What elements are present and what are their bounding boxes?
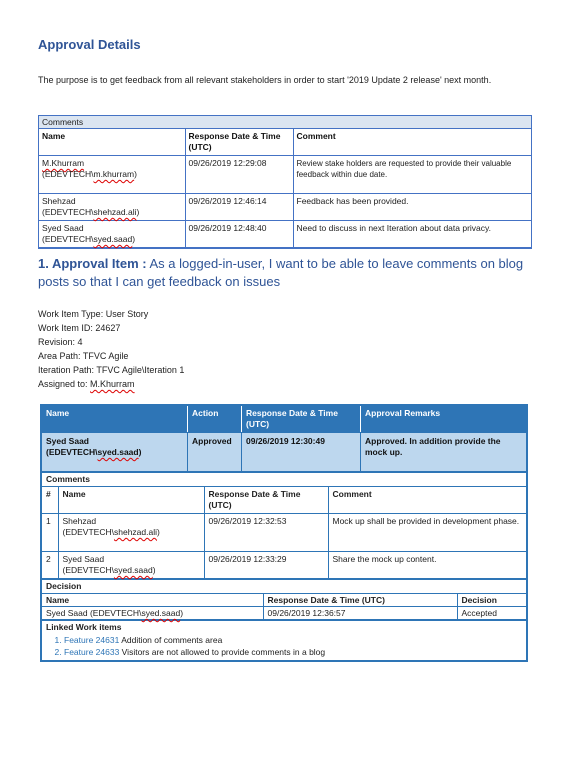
approver-name bbox=[42, 433, 188, 471]
work-item-revision: Revision: 4 bbox=[38, 337, 83, 347]
commenter-domain-close: ) bbox=[157, 527, 160, 537]
approval-header-row bbox=[42, 406, 526, 432]
response-date: 09/26/2019 12:32:53 bbox=[204, 514, 328, 552]
commenter-name bbox=[58, 552, 204, 579]
commenter-domain: (EDEVTECH\ bbox=[42, 169, 94, 179]
response-date: 09/26/2019 12:48:40 bbox=[185, 221, 293, 248]
comment-text: Review stake holders are requested to provide their valuable feedback within due date. bbox=[293, 156, 531, 194]
linked-item-text: Visitors are not allowed to provide comments in a blog bbox=[119, 647, 326, 657]
work-item-assigned bbox=[38, 377, 184, 391]
linked-work-items-block bbox=[42, 619, 526, 660]
table-row bbox=[42, 607, 526, 620]
table-row bbox=[42, 552, 526, 579]
column-header-date: Response Date & Time (UTC) bbox=[204, 487, 328, 514]
commenter-domain-close: ) bbox=[134, 169, 137, 179]
commenter-domain-close: ) bbox=[136, 207, 140, 217]
table-row bbox=[39, 156, 531, 194]
assigned-name: M.Khurram bbox=[90, 379, 135, 389]
decision-date: 09/26/2019 12:36:57 bbox=[263, 607, 457, 620]
column-header-name: Name bbox=[42, 594, 263, 607]
work-item-id: Work Item ID: 24627 bbox=[38, 323, 121, 333]
approval-item-heading bbox=[38, 255, 532, 291]
approval-data-row bbox=[42, 432, 526, 471]
item-comments-block bbox=[42, 471, 526, 578]
assigned-label: Assigned to: bbox=[38, 379, 91, 389]
approver-username: syed.saad bbox=[97, 447, 139, 457]
column-header-date: Response Date & Time (UTC) bbox=[185, 129, 293, 156]
decision-maker-close: ) bbox=[180, 608, 184, 618]
table-row bbox=[39, 194, 531, 221]
commenter-domain-close: ) bbox=[132, 234, 136, 244]
column-header-name: Name bbox=[39, 129, 185, 156]
decision-block bbox=[42, 578, 526, 619]
approval-remarks: Approved. In addition provide the mock up. bbox=[365, 436, 501, 457]
work-item-type: Work Item Type: User Story bbox=[38, 309, 149, 319]
column-header-decision: Decision bbox=[457, 594, 526, 607]
column-header-date: Response Date & Time (UTC) bbox=[242, 406, 361, 432]
response-date: 09/26/2019 12:29:08 bbox=[185, 156, 293, 194]
item-comments-title: Comments bbox=[46, 474, 90, 484]
linked-item-link[interactable]: Feature 24631 bbox=[64, 635, 120, 645]
commenter-username: m.khurram bbox=[93, 169, 135, 179]
commenter-domain: (EDEVTECH\ bbox=[42, 207, 94, 217]
commenter-display-name: M.Khurram bbox=[42, 158, 85, 168]
comment-text: Feedback has been provided. bbox=[293, 194, 531, 221]
purpose-paragraph: The purpose is to get feedback from all relevant stakeholders in order to start '2019 Update 2 release' next month. bbox=[38, 75, 492, 85]
column-header-comment: Comment bbox=[328, 487, 526, 514]
approval-action: Approved bbox=[188, 433, 242, 471]
column-header-comment: Comment bbox=[293, 129, 531, 156]
comment-text: Share the mock up content. bbox=[328, 552, 526, 579]
decision-maker-username: syed.saad bbox=[141, 608, 181, 618]
row-number: 1 bbox=[42, 514, 58, 552]
column-header-name: Name bbox=[42, 406, 188, 432]
commenter-username: shehzad.ali bbox=[113, 527, 157, 537]
commenter-username: syed.saad bbox=[113, 565, 153, 575]
column-header-action: Action bbox=[188, 406, 242, 432]
decision-value: Accepted bbox=[457, 607, 526, 620]
column-header-remarks: Approval Remarks bbox=[365, 408, 441, 418]
commenter-username: shehzad.ali bbox=[93, 207, 137, 217]
linked-work-items-title: Linked Work items bbox=[46, 622, 122, 632]
commenter-username: syed.saad bbox=[93, 234, 133, 244]
response-date: 09/26/2019 12:33:29 bbox=[204, 552, 328, 579]
linked-work-items-list bbox=[42, 634, 526, 660]
approval-date: 09/26/2019 12:30:49 bbox=[242, 433, 361, 471]
comment-text: Need to discuss in next Iteration about data privacy. bbox=[293, 221, 531, 248]
commenter-domain-close: ) bbox=[152, 565, 156, 575]
approval-table bbox=[40, 404, 528, 662]
commenter-name bbox=[39, 221, 185, 248]
column-header-number: # bbox=[42, 487, 58, 514]
list-item bbox=[64, 646, 526, 658]
table-row bbox=[42, 514, 526, 552]
row-number: 2 bbox=[42, 552, 58, 579]
commenter-display-name: Syed Saad bbox=[42, 223, 84, 233]
linked-item-link[interactable]: Feature 24633 bbox=[64, 647, 120, 657]
comments-section-title: Comments bbox=[39, 116, 531, 129]
approver-display-name: Syed Saad bbox=[46, 436, 89, 446]
commenter-domain: (EDEVTECH\ bbox=[62, 565, 114, 575]
comment-text: Mock up shall be provided in development phase. bbox=[328, 514, 526, 552]
work-item-meta bbox=[38, 307, 184, 391]
approval-item-number: 1. Approval Item : bbox=[38, 256, 147, 271]
commenter-name bbox=[39, 156, 185, 194]
work-item-area-path: Area Path: TFVC Agile bbox=[38, 351, 129, 361]
commenter-domain: (EDEVTECH\ bbox=[62, 527, 114, 537]
approval-item-description: As a logged-in-user, I want to be able to leave comments on blog posts so that I can get feedback on issues bbox=[38, 256, 524, 289]
list-item bbox=[64, 634, 526, 646]
table-row bbox=[39, 221, 531, 248]
response-date: 09/26/2019 12:46:14 bbox=[185, 194, 293, 221]
column-header-date: Response Date & Time (UTC) bbox=[263, 594, 457, 607]
commenter-display-name: Shehzad bbox=[42, 196, 76, 206]
page-title: Approval Details bbox=[38, 37, 141, 52]
column-header-name: Name bbox=[58, 487, 204, 514]
work-item-iteration-path: Iteration Path: TFVC Agile\Iteration 1 bbox=[38, 365, 185, 375]
commenter-name bbox=[39, 194, 185, 221]
decision-maker bbox=[42, 607, 263, 620]
table-header-row bbox=[42, 487, 526, 514]
approver-domain-close: ) bbox=[138, 447, 142, 457]
commenter-display-name: Syed Saad bbox=[62, 554, 105, 564]
commenter-name bbox=[58, 514, 204, 552]
comments-table bbox=[38, 115, 532, 249]
commenter-display-name: Shehzad bbox=[62, 516, 97, 526]
table-header-row bbox=[42, 594, 526, 607]
decision-title: Decision bbox=[46, 581, 82, 591]
table-header-row bbox=[39, 129, 531, 156]
decision-maker-name: Syed Saad (EDEVTECH\ bbox=[46, 608, 142, 618]
commenter-domain: (EDEVTECH\ bbox=[42, 234, 94, 244]
linked-item-text: Addition of comments area bbox=[119, 635, 223, 645]
approver-domain: (EDEVTECH\ bbox=[46, 447, 98, 457]
